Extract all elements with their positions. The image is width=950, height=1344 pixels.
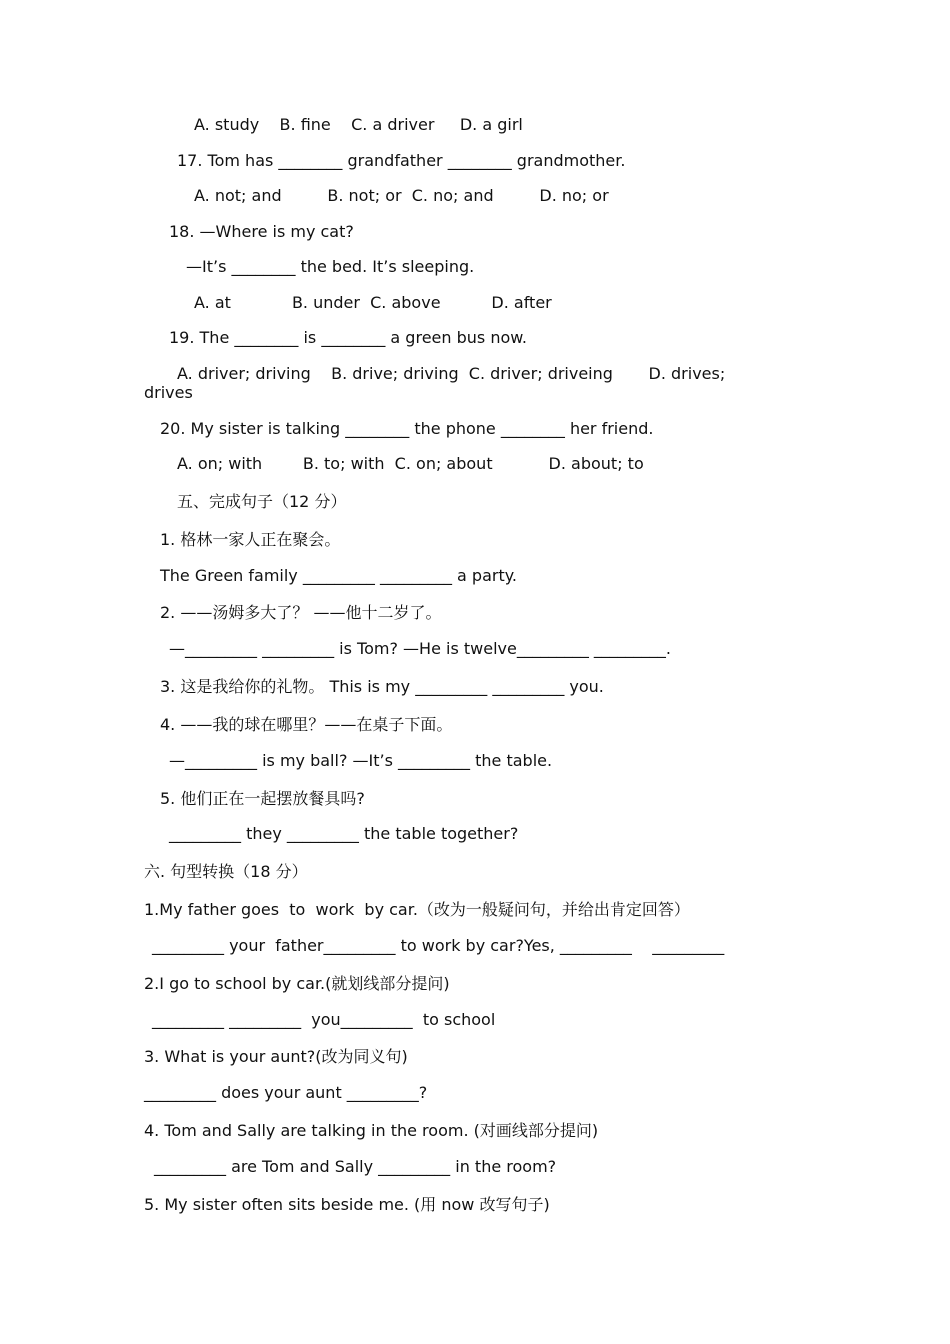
s6-item-3: 3. What is your aunt?(改为同义句) [144,1047,408,1066]
s6-item-4: 4. Tom and Sally are talking in the room. (对画线部分提问) [144,1121,599,1140]
s6-item-3-answer: _________ does your aunt _________? [144,1083,428,1102]
s5-item-1-chinese: 1. 格林一家人正在聚会。 [160,530,341,549]
s5-item-5-chinese: 5. 他们正在一起摆放餐具吗? [160,789,365,808]
s5-item-5-english: _________ they _________ the table together? [169,824,519,843]
s5-item-2-english: —_________ _________ is Tom? —He is twelve_________ _________. [169,639,672,658]
s5-item-4-chinese: 4. ——我的球在哪里？——在桌子下面。 [160,715,453,734]
s6-item-2: 2.I go to school by car.(就划线部分提问) [144,974,450,993]
q19-options: A. driver; driving B. drive; driving C. driver; driveing D. drives; [177,364,726,383]
q19-question: 19. The ________ is ________ a green bus now. [169,328,527,347]
q18-question: 18. —Where is my cat? [169,222,354,241]
s6-item-1: 1.My father goes to work by car.（改为一般疑问句，并给出肯定回答） [144,900,690,919]
s5-item-1-english: The Green family _________ _________ a party. [160,566,517,585]
s5-item-2-chinese: 2. ——汤姆多大了？ ——他十二岁了。 [160,603,442,622]
q19-options-wrap: drives [144,383,193,402]
q18-options: A. at B. under C. above D. after [194,293,552,312]
s5-item-4-english: —_________ is my ball? —It’s _________ the table. [169,751,553,770]
q18-answer-line: —It’s ________ the bed. It’s sleeping. [186,257,475,276]
q17-options: A. not; and B. not; or C. no; and D. no; or [194,186,609,205]
q16-options: A. study B. fine C. a driver D. a girl [194,115,523,134]
s6-item-4-answer: _________ are Tom and Sally _________ in the room? [154,1157,557,1176]
s6-item-2-answer: _________ _________ you_________ to school [152,1010,496,1029]
q20-question: 20. My sister is talking ________ the phone ________ her friend. [160,419,654,438]
s5-item-3: 3. 这是我给你的礼物。 This is my _________ _________ you. [160,677,604,696]
section-6-heading: 六. 句型转换（18 分） [144,862,308,881]
s6-item-1-answer: _________ your father_________ to work by car?Yes, _________ _________ [152,936,725,955]
section-5-heading: 五、完成句子（12 分） [177,492,347,511]
q20-options: A. on; with B. to; with C. on; about D. about; to [177,454,644,473]
s6-item-5: 5. My sister often sits beside me. (用 now 改写句子) [144,1195,550,1214]
q17-question: 17. Tom has ________ grandfather ________ grandmother. [177,151,626,170]
